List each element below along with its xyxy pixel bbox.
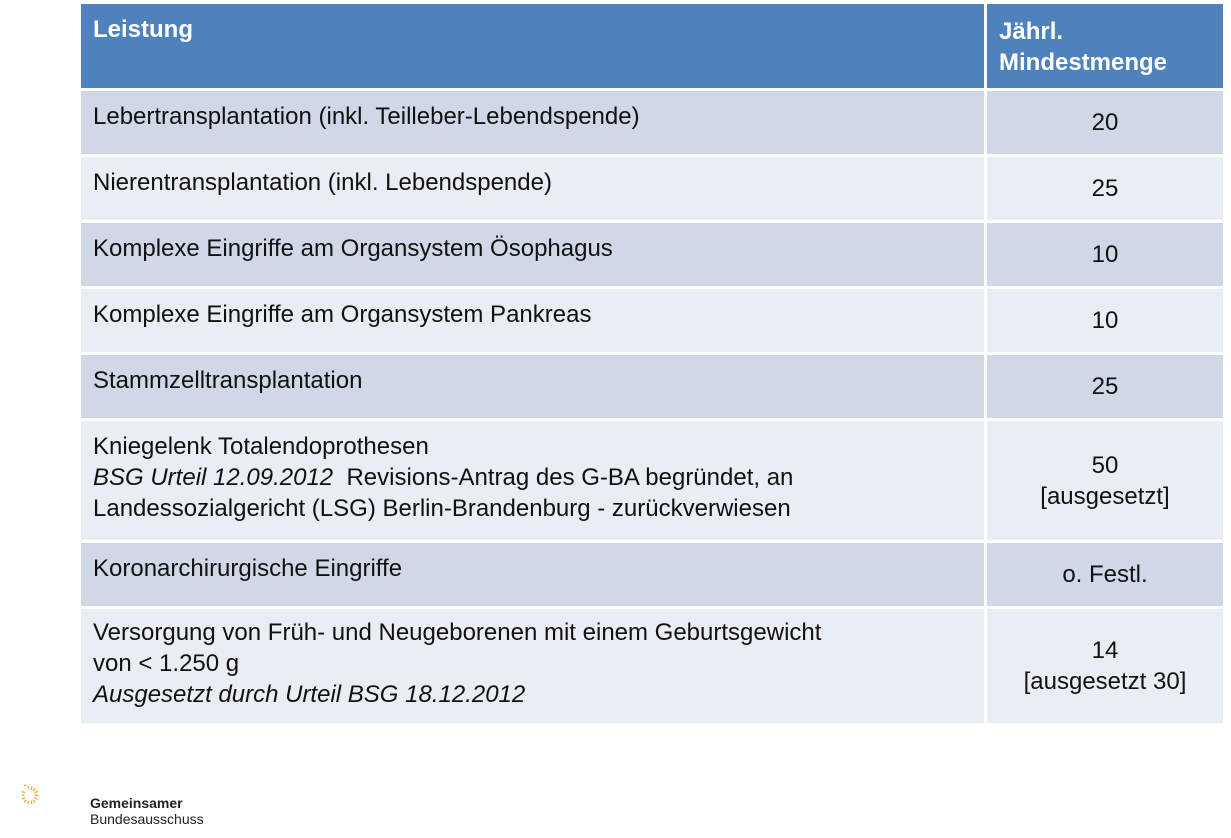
menge-cell: 10	[987, 223, 1223, 286]
table-row	[81, 543, 1223, 606]
court-ruling-reference: BSG Urteil 12.09.2012	[93, 464, 334, 491]
leistung-line2: von < 1.250 g	[93, 650, 240, 677]
table-row	[81, 223, 1223, 286]
leistung-note-line2: Landessozialgericht (LSG) Berlin-Brandenburg - zurückverwiesen	[93, 495, 791, 522]
table-row	[81, 289, 1223, 352]
menge-note: [ausgesetzt]	[1040, 482, 1170, 510]
leistung-cell: Komplexe Eingriffe am Organsystem Pankreas	[81, 289, 984, 352]
table-header-row	[81, 4, 1223, 88]
table-row	[81, 91, 1223, 154]
mindestmengen-table	[81, 4, 1223, 723]
menge-cell: o. Festl.	[987, 543, 1223, 606]
menge-cell: 25	[987, 355, 1223, 418]
header-mindestmenge-line1: Jährl.	[999, 18, 1064, 45]
table-row	[81, 421, 1223, 540]
leistung-note	[93, 462, 970, 493]
leistung-title: Kniegelenk Totalendoprothesen	[93, 433, 429, 460]
leistung-cell: Stammzelltransplantation	[81, 355, 984, 418]
table-row	[81, 609, 1223, 723]
menge-cell: 25	[987, 157, 1223, 220]
menge-value: 50	[1091, 451, 1119, 479]
logo-line1: Gemeinsamer	[90, 795, 183, 811]
menge-value: 14	[1091, 637, 1119, 664]
leistung-cell: Koronarchirurgische Eingriffe	[81, 543, 984, 606]
logo-line2: Bundesausschuss	[90, 811, 204, 827]
leistung-cell: Nierentransplantation (inkl. Lebendspende)	[81, 157, 984, 220]
gba-logo	[22, 760, 92, 830]
leistung-note-text: Revisions-Antrag des G-BA begründet, an	[333, 464, 794, 491]
menge-note: [ausgesetzt 30]	[1023, 668, 1187, 695]
leistung-line1: Versorgung von Früh- und Neugeborenen mit einem Geburtsgewicht	[93, 619, 822, 646]
table-row	[81, 157, 1223, 220]
leistung-cell: Lebertransplantation (inkl. Teilleber-Lebendspende)	[81, 91, 984, 154]
menge-cell: 20	[987, 91, 1223, 154]
sun-rays-icon	[22, 784, 39, 804]
menge-cell: 10	[987, 289, 1223, 352]
header-mindestmenge	[987, 4, 1223, 88]
leistung-cell	[81, 609, 984, 723]
leistung-note: Ausgesetzt durch Urteil BSG 18.12.2012	[93, 681, 526, 708]
leistung-cell	[81, 421, 984, 540]
table-row	[81, 355, 1223, 418]
header-mindestmenge-line2: Mindestmenge	[999, 49, 1168, 76]
header-leistung: Leistung	[81, 4, 984, 88]
menge-cell	[987, 609, 1223, 723]
menge-cell	[987, 421, 1223, 540]
gba-logo-text	[90, 795, 204, 827]
leistung-cell: Komplexe Eingriffe am Organsystem Ösophagus	[81, 223, 984, 286]
